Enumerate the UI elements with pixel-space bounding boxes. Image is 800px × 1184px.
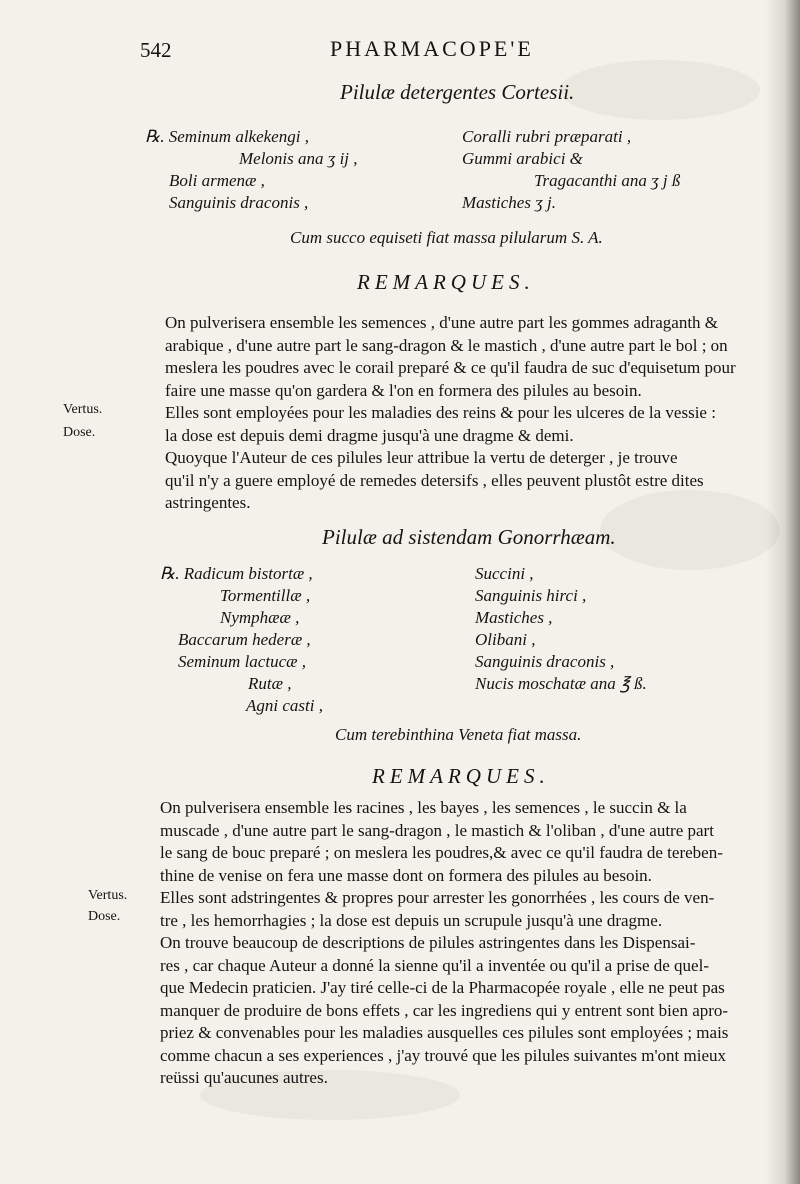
ingredient-line: Coralli rubri præparati , <box>462 127 632 146</box>
bleed-through <box>560 60 760 120</box>
recipe-instruction: Cum succo equiseti fiat massa pilularum S. A. <box>290 228 603 247</box>
text-line: On trouve beaucoup de descriptions de pilules astringentes dans les Dispensai- <box>160 933 696 952</box>
margin-note-dose: Dose. <box>88 909 121 924</box>
ingredient-line: ℞. Seminum alkekengi , <box>145 127 309 146</box>
margin-note-vertus: Vertus. <box>88 888 128 903</box>
text-line: manquer de produire de bons effets , car les ingrediens qui y entrent sont bien apro- <box>160 1000 729 1020</box>
text-line: astringentes. <box>165 493 251 512</box>
text-line: thine de venise on fera une masse dont on formera des pilules au besoin. <box>160 865 652 885</box>
ingredient-line: Sanguinis hirci , <box>475 586 587 605</box>
text-line: la dose est depuis demi dragme jusqu'à une dragme & demi. <box>165 425 574 445</box>
ingredient-line: Agni casti , <box>246 696 323 715</box>
ingredient-line: Seminum lactucæ , <box>178 652 306 671</box>
text-line: faire une masse qu'on gardera & l'on en formera des pilules au besoin. <box>165 380 642 400</box>
text-line: On pulverisera ensemble les semences , d'une autre part les gommes adraganth & <box>165 313 719 332</box>
ingredients-left <box>145 126 358 214</box>
commentary-paragraph <box>160 797 780 1090</box>
text-line: On pulverisera ensemble les racines , les bayes , les semences , le succin & la <box>160 798 687 817</box>
text-line: comme chacun a ses experiences , j'ay trouvé que les pilules suivantes m'ont mieux <box>160 1045 727 1065</box>
text-line: reüssi qu'aucunes autres. <box>160 1068 328 1087</box>
ingredient-line: Rutæ , <box>248 674 292 693</box>
text-line: tre , les hemorrhagies ; la dose est depuis un scrupule jusqu'à une dragme. <box>160 910 663 930</box>
text-line: muscade , d'une autre part le sang-dragon , le mastich & l'oliban , d'une autre part <box>160 820 714 840</box>
margin-note-vertus: Vertus. <box>63 402 103 417</box>
ingredients-left <box>160 563 323 717</box>
ingredient-line: Gummi arabici & <box>462 149 583 168</box>
section-heading: REMARQUES. <box>372 764 550 788</box>
ingredient-line: Sanguinis draconis , <box>475 652 615 671</box>
text-line: le sang de bouc preparé ; on meslera les poudres,& avec ce qu'il faudra de tereben- <box>160 843 723 862</box>
ingredient-line: Tormentillæ , <box>220 586 311 605</box>
text-line: Elles sont adstringentes & propres pour arrester les gonorrhées , les cours de ven- <box>160 888 715 907</box>
text-line: que Medecin praticien. J'ay tiré celle-ci de la Pharmacopée royale , elle ne peut pas <box>160 978 725 997</box>
ingredient-line: Nucis moschatæ ana ℥ ß. <box>475 674 647 693</box>
ingredient-line: Succini , <box>475 564 534 583</box>
ingredient-line: Mastiches ʒ j. <box>462 193 556 212</box>
ingredient-line: ℞. Radicum bistortæ , <box>160 564 313 583</box>
text-line: priez & convenables pour les maladies ausquelles ces pilules sont employées ; mais <box>160 1023 729 1042</box>
ingredients-right <box>475 563 647 695</box>
page-number: 542 <box>140 38 172 62</box>
text-line: Elles sont employées pour les maladies des reins & pour les ulceres de la vessie : <box>165 403 716 422</box>
text-line: Quoyque l'Auteur de ces pilules leur attribue la vertu de deterger , je trouve <box>165 448 678 467</box>
ingredient-line: Sanguinis draconis , <box>169 193 309 212</box>
ingredient-line: Tragacanthi ana ʒ j ß <box>534 171 681 190</box>
recipe-title: Pilulæ ad sistendam Gonorrhæam. <box>322 525 616 549</box>
ingredients-right <box>462 126 680 214</box>
recipe-instruction: Cum terebinthina Veneta fiat massa. <box>335 725 582 744</box>
ingredient-line: Nymphææ , <box>220 608 300 627</box>
running-title: PHARMACOPE'E <box>330 36 534 61</box>
text-line: res , car chaque Auteur a donné la sienne qu'il a inventée ou qu'il a prise de quel- <box>160 955 709 975</box>
text-line: qu'il n'y a guere employé de remedes detersifs , elles peuvent plustôt estre dites <box>165 470 704 490</box>
margin-note-dose: Dose. <box>63 425 96 440</box>
ingredient-line: Boli armenæ , <box>169 171 265 190</box>
recipe-title: Pilulæ detergentes Cortesii. <box>340 80 575 104</box>
ingredient-line: Melonis ana ʒ ij , <box>239 149 358 168</box>
ingredient-line: Olibani , <box>475 630 536 649</box>
text-line: meslera les poudres avec le corail preparé & ce qu'il faudra de suc d'equisetum pour <box>165 358 736 377</box>
text-line: arabique , d'une autre part le sang-dragon & le mastich , d'une autre part le bol ; on <box>165 335 728 355</box>
section-heading: REMARQUES. <box>357 270 535 294</box>
ingredient-line: Mastiches , <box>475 608 553 627</box>
commentary-paragraph <box>165 312 785 515</box>
ingredient-line: Baccarum hederæ , <box>178 630 311 649</box>
